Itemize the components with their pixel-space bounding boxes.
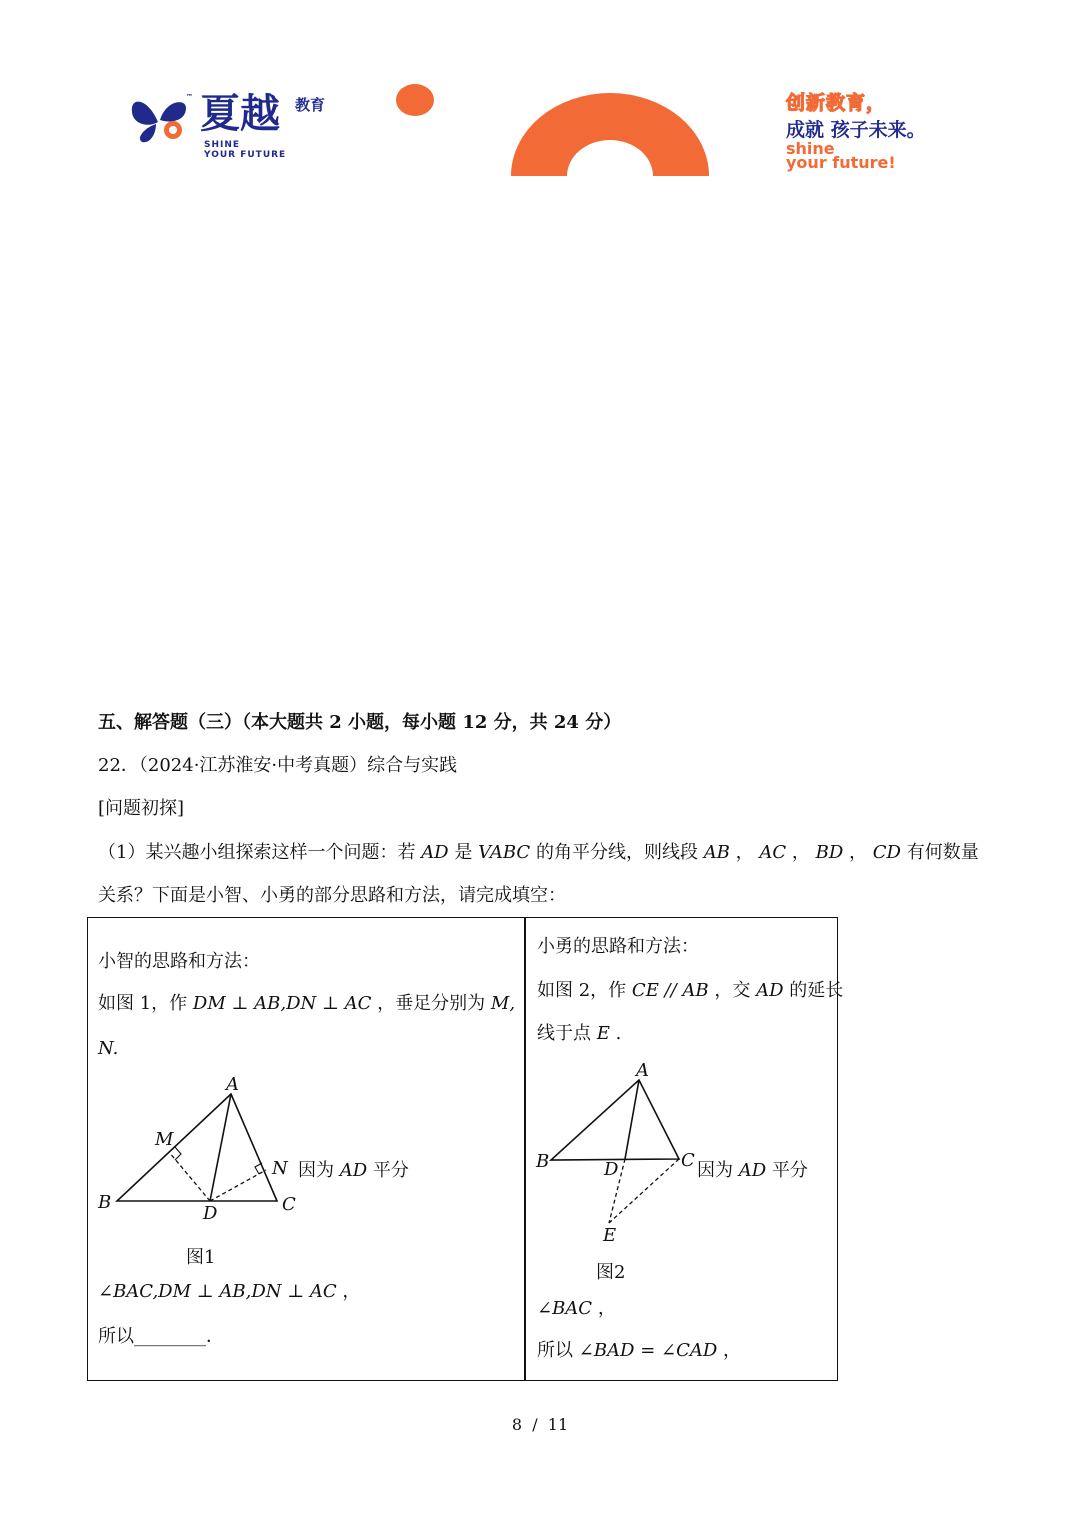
- math-expr: CE // AB: [631, 980, 709, 1001]
- logo-name: 夏越: [200, 91, 280, 137]
- logo-tm: ™: [186, 93, 194, 101]
- right-cell-line1: [537, 980, 843, 1002]
- right-cell-title: 小勇的思路和方法：: [537, 936, 699, 957]
- math-expr: ∠BAD = ∠CAD: [578, 1340, 718, 1361]
- slogan-line-3: shine: [786, 139, 835, 158]
- text-run: 所以: [537, 1340, 573, 1361]
- math-var: AD: [339, 1160, 368, 1181]
- slogan-line-2: 成就 孩子未来。: [786, 119, 926, 141]
- triangle-abc: [551, 1080, 679, 1160]
- text-run: 因为: [697, 1160, 733, 1181]
- question-title: 22．（2024·江苏淮安·中考真题）综合与实践: [98, 755, 458, 776]
- text-run: （1）某兴趣小组探索这样一个问题：若: [98, 842, 416, 863]
- label-c: C: [681, 1150, 695, 1171]
- figure-1-caption: 图1: [186, 1247, 216, 1268]
- question-subsection: [问题初探]: [98, 798, 185, 819]
- label-d: D: [203, 1203, 218, 1224]
- left-so-line: 所以________．: [98, 1326, 224, 1347]
- math-var: AD: [421, 842, 449, 863]
- label-b: B: [98, 1192, 112, 1213]
- text-run: 平分: [771, 1160, 808, 1181]
- text-run: 的角平分线，则线段: [535, 842, 698, 863]
- text-run: 的延长: [789, 980, 844, 1001]
- text-run: 线于点: [537, 1023, 591, 1044]
- math-var: N.: [98, 1038, 119, 1059]
- text-run: 是: [454, 842, 473, 863]
- math-var: E: [596, 1023, 610, 1044]
- label-a: A: [226, 1074, 239, 1095]
- text-run: ，: [791, 842, 810, 863]
- text-run: .: [615, 1023, 622, 1044]
- text-run: ，: [597, 1298, 616, 1319]
- slogan: [786, 88, 976, 172]
- table-divider: [524, 917, 526, 1381]
- math-var: AC: [759, 842, 787, 863]
- segment-ce: [609, 1159, 679, 1223]
- math-var: AD: [756, 980, 784, 1001]
- label-m: M: [155, 1129, 174, 1150]
- text-run: ，垂足分别为: [377, 993, 486, 1014]
- right-angle-m: [175, 1147, 181, 1160]
- left-angle-line: [98, 1281, 360, 1303]
- text-run: ，交: [714, 980, 751, 1001]
- right-because: [697, 1160, 808, 1182]
- question-part1-line2: 关系？下面是小智、小勇的部分思路和方法，请完成填空：: [98, 885, 566, 906]
- slogan-line-4: your future!: [786, 153, 896, 172]
- brand-logo: [128, 91, 348, 164]
- math-expr: DM ⊥ AB,DN ⊥ AC: [192, 993, 372, 1014]
- segment-dn: [210, 1170, 266, 1201]
- left-because: [298, 1160, 409, 1182]
- math-var: BD: [815, 842, 844, 863]
- text-run: ，: [342, 1281, 361, 1302]
- text-run: 有何数量: [906, 842, 979, 863]
- math-expr: ∠BAC,DM ⊥ AB,DN ⊥ AC: [98, 1281, 337, 1302]
- logo-tagline-1: SHINE: [204, 140, 241, 150]
- page-number: 8 / 11: [511, 1415, 569, 1434]
- figure-1: [92, 1070, 296, 1225]
- math-var: AB: [703, 842, 730, 863]
- logo-sub: 教育: [295, 96, 326, 114]
- label-n: N: [272, 1158, 288, 1179]
- section-heading: 五、解答题（三）（本大题共 2 小题，每小题 12 分，共 24 分）: [98, 712, 622, 733]
- math-var: AD: [738, 1160, 767, 1181]
- text-run: 平分: [372, 1160, 409, 1181]
- figure-2: [530, 1055, 700, 1245]
- math-var: VABC: [478, 842, 531, 863]
- label-c: C: [282, 1194, 296, 1215]
- slogan-line-1: 创新教育，: [786, 92, 887, 114]
- label-a: A: [636, 1060, 649, 1081]
- left-cell-title: 小智的思路和方法：: [98, 951, 260, 972]
- right-so-line: [537, 1340, 741, 1362]
- question-part1-line1: [98, 842, 979, 864]
- label-e: E: [603, 1225, 617, 1246]
- math-expr: ∠BAC: [537, 1298, 593, 1319]
- text-run: 如图 2，作: [537, 980, 627, 1001]
- label-b: B: [536, 1151, 550, 1172]
- triangle-abc: [117, 1094, 277, 1201]
- right-cell-line2: [537, 1023, 621, 1045]
- butterfly-logo-icon: [128, 94, 190, 144]
- text-run: 因为: [298, 1160, 334, 1181]
- text-run: ，: [849, 842, 868, 863]
- text-run: 如图 1，作: [98, 993, 188, 1014]
- math-var: M,: [490, 993, 516, 1014]
- left-cell-line1: [98, 993, 515, 1015]
- left-cell-line2: [98, 1038, 118, 1060]
- right-angle-line: [537, 1298, 616, 1320]
- label-d: D: [604, 1159, 619, 1180]
- math-var: CD: [872, 842, 901, 863]
- figure-2-caption: 图2: [596, 1262, 626, 1283]
- text-run: ，: [723, 1340, 742, 1361]
- orange-arch-icon: [511, 93, 709, 176]
- logo-tagline-2: YOUR FUTURE: [204, 150, 287, 160]
- text-run: ，: [735, 842, 754, 863]
- orange-dot-icon: [396, 84, 434, 116]
